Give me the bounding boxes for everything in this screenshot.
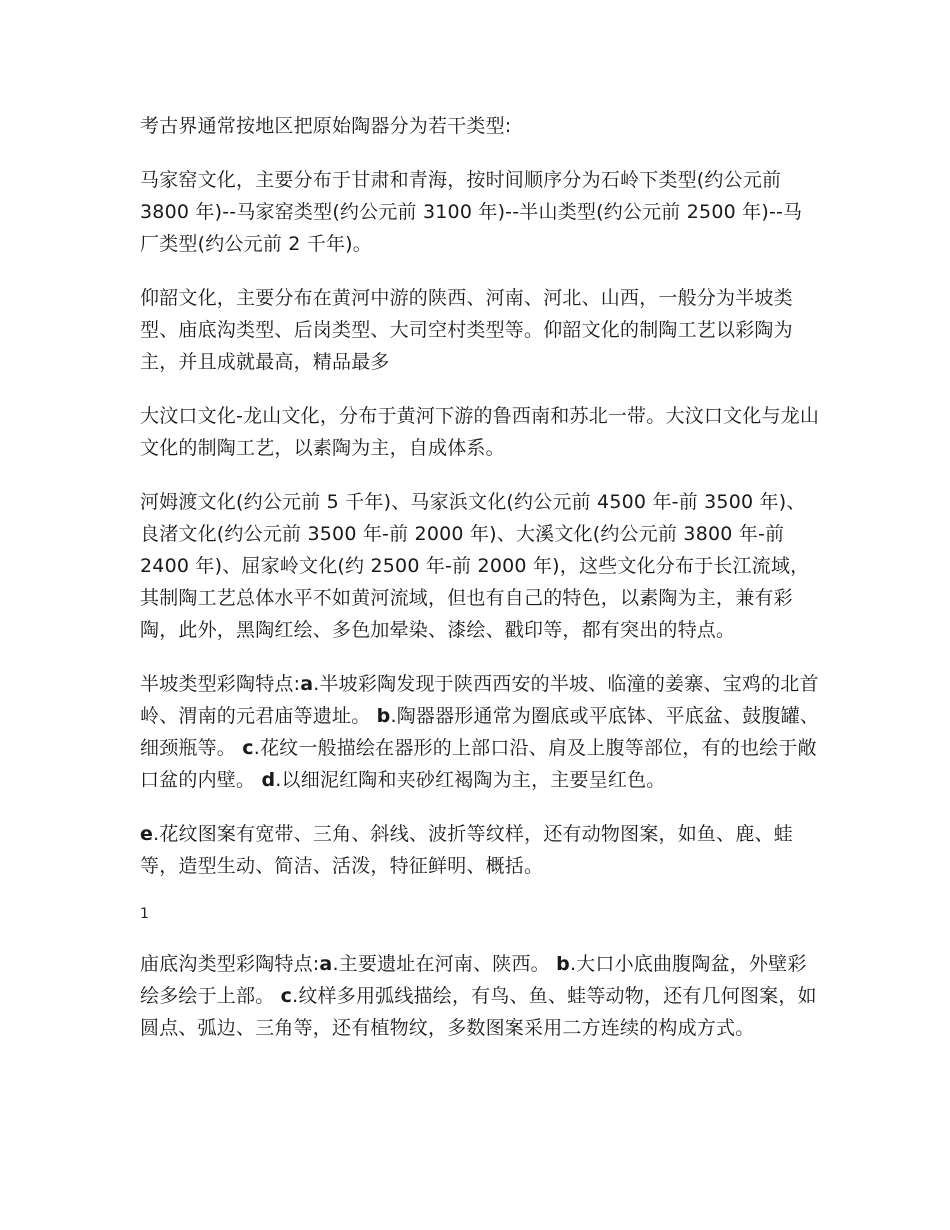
banpo-text-c: .花纹一般描绘在器形的上部口沿、肩及上腹等部位，有的也绘于敞口盆的内壁。: [140, 737, 817, 791]
miaodigou-text-c: .纹样多用弧线描绘，有鸟、鱼、蛙等动物，还有几何图案，如圆点、弧边、三角等，还有植物纹，多数图案采用二方连续的构成方式。: [140, 985, 817, 1039]
banpo-paragraph-e: [140, 818, 820, 882]
banpo-text-e: .花纹图案有宽带、三角、斜线、波折等纹样，还有动物图案，如鱼、鹿、蛙等，造型生动、简洁、活泼，特征鲜明、概括。: [140, 823, 793, 877]
intro-paragraph: 考古界通常按地区把原始陶器分为若干类型:: [140, 115, 512, 137]
banpo-lead: 半坡类型彩陶特点:: [140, 673, 301, 695]
hemudu-paragraph: 河姆渡文化(约公元前 5 千年)、马家浜文化(约公元前 4500 年-前 3500 年)、良渚文化(约公元前 3500 年-前 2000 年)、大溪文化(约公元前 3800 年-前 2400 年)、屈家岭文化(约 2500 年-前 2000 年)，这些文化分布于长江流域，其制陶工艺总体水平不如黄河流域，但也有自己的特色，以素陶为主，兼有彩陶，此外，黑陶红绘、多色加晕染、漆绘、戳印等，都有突出的特点。: [140, 491, 810, 641]
banpo-marker-e: e: [140, 823, 154, 845]
miaodigou-marker-b: b: [556, 953, 570, 975]
banpo-marker-d: d: [261, 769, 276, 791]
miaodigou-marker-a: a: [319, 953, 333, 975]
miaodigou-paragraph: [140, 948, 820, 1044]
banpo-paragraph: [140, 668, 820, 796]
banpo-text-b: .陶器器形通常为圈底或平底钵、平底盆、鼓腹罐、细颈瓶等。: [140, 705, 820, 759]
banpo-text-a: .半坡彩陶发现于陕西西安的半坡、临潼的姜寨、宝鸡的北首岭、渭南的元君庙等遗址。: [140, 673, 819, 727]
banpo-marker-c: c: [242, 737, 254, 759]
miaodigou-text-b: .大口小底曲腹陶盆，外壁彩绘多绘于上部。: [140, 953, 807, 1007]
majiayao-paragraph: 马家窑文化，主要分布于甘肃和青海，按时间顺序分为石岭下类型(约公元前 3800 年)--马家窑类型(约公元前 3100 年)--半山类型(约公元前 2500 年)--马厂类型(约公元前 2 千年)。: [140, 169, 803, 255]
page-number: 1: [140, 906, 150, 922]
banpo-marker-b: b: [376, 705, 391, 727]
banpo-text-d: .以细泥红陶和夹砂红褐陶为主，主要呈红色。: [275, 769, 666, 791]
miaodigou-text-a: .主要遗址在河南、陕西。: [332, 953, 557, 975]
miaodigou-lead: 庙底沟类型彩陶特点:: [140, 953, 320, 975]
banpo-marker-a: a: [300, 673, 314, 695]
dawenkou-paragraph: 大汶口文化-龙山文化，分布于黄河下游的鲁西南和苏北一带。大汶口文化与龙山文化的制陶工艺，以素陶为主，自成体系。: [140, 405, 820, 459]
yangshao-paragraph: 仰韶文化，主要分布在黄河中游的陕西、河南、河北、山西，一般分为半坡类型、庙底沟类型、后岗类型、大司空村类型等。仰韶文化的制陶工艺以彩陶为主，并且成就最高，精品最多: [140, 287, 793, 373]
document-page: [140, 110, 820, 1066]
miaodigou-marker-c: c: [280, 985, 293, 1007]
